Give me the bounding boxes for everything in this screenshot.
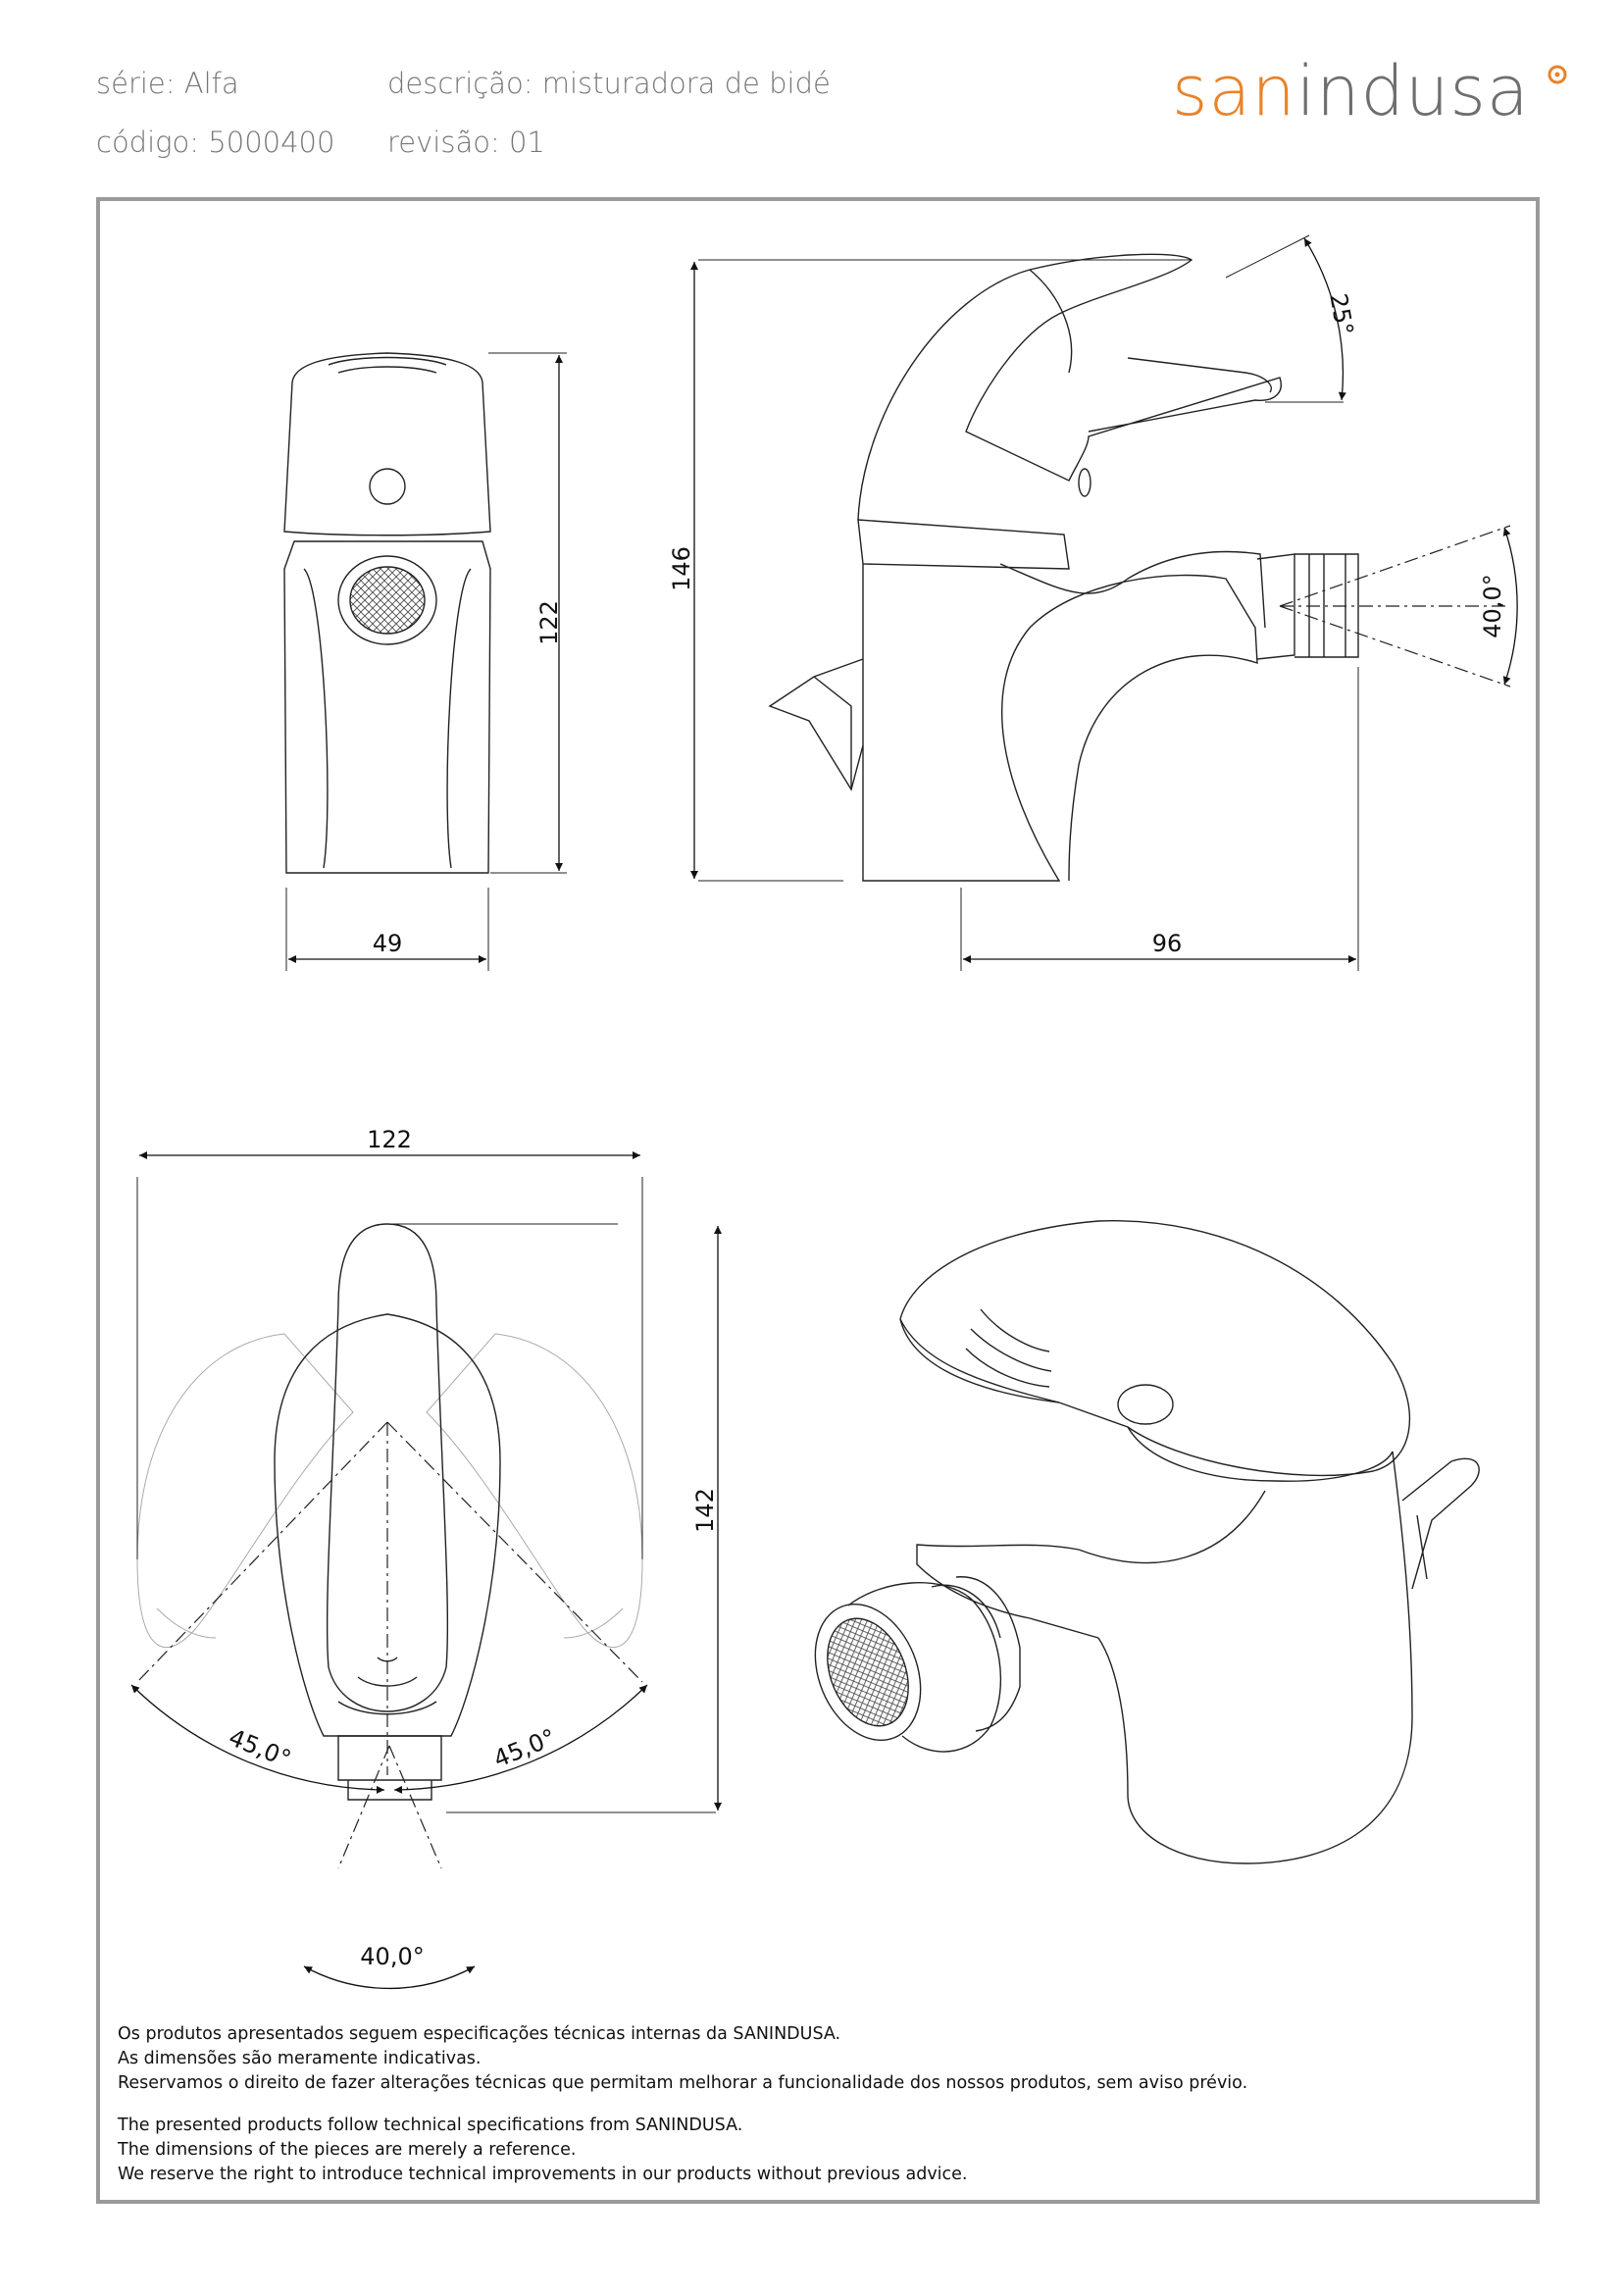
note-pt-line: Reservamos o direito de fazer alterações técnicas que permitam melhorar a funcionalidade dos nossos produtos, sem aviso prévio. (118, 2073, 1248, 2093)
descricao-label: descrição: misturadora de bidé (387, 67, 831, 100)
logo-part-indusa: indusa (1295, 51, 1530, 131)
revisao-label: revisão: 01 (387, 126, 545, 159)
note-en-line: We reserve the right to introduce technical improvements in our products without previous advice. (118, 2165, 968, 2184)
notes-pt (118, 2022, 1247, 2096)
note-en-line: The presented products follow technical specifications from SANINDUSA. (118, 2116, 743, 2135)
side-depth-label: 96 (1151, 930, 1183, 957)
side-height-label: 146 (668, 546, 695, 591)
lever-angle-label: 25° (1324, 291, 1359, 337)
front-view (284, 353, 567, 971)
serie-label: série: Alfa (96, 67, 239, 100)
rotation-right-label: 45,0° (489, 1723, 560, 1773)
top-width-label: 122 (367, 1126, 412, 1153)
front-width-label: 49 (372, 930, 403, 957)
side-view (698, 235, 1510, 971)
perspective-view (796, 1221, 1480, 1863)
top-view (137, 1177, 716, 1868)
note-en-line: The dimensions of the pieces are merely a reference. (118, 2140, 577, 2160)
top-depth-label: 142 (691, 1488, 719, 1533)
logo-part-san: san (1172, 51, 1296, 131)
notes-en (118, 2114, 968, 2187)
note-pt-line: As dimensões são meramente indicativas. (118, 2049, 482, 2068)
side-spray-angle-label: 40,0° (1479, 574, 1506, 638)
note-pt-line: Os produtos apresentados seguem especificações técnicas internas da SANINDUSA. (118, 2024, 841, 2044)
front-height-label: 122 (535, 600, 563, 645)
rotation-left-label: 45,0° (225, 1723, 295, 1773)
top-spray-angle-label: 40,0° (360, 1943, 425, 1970)
codigo-label: código: 5000400 (96, 126, 335, 159)
